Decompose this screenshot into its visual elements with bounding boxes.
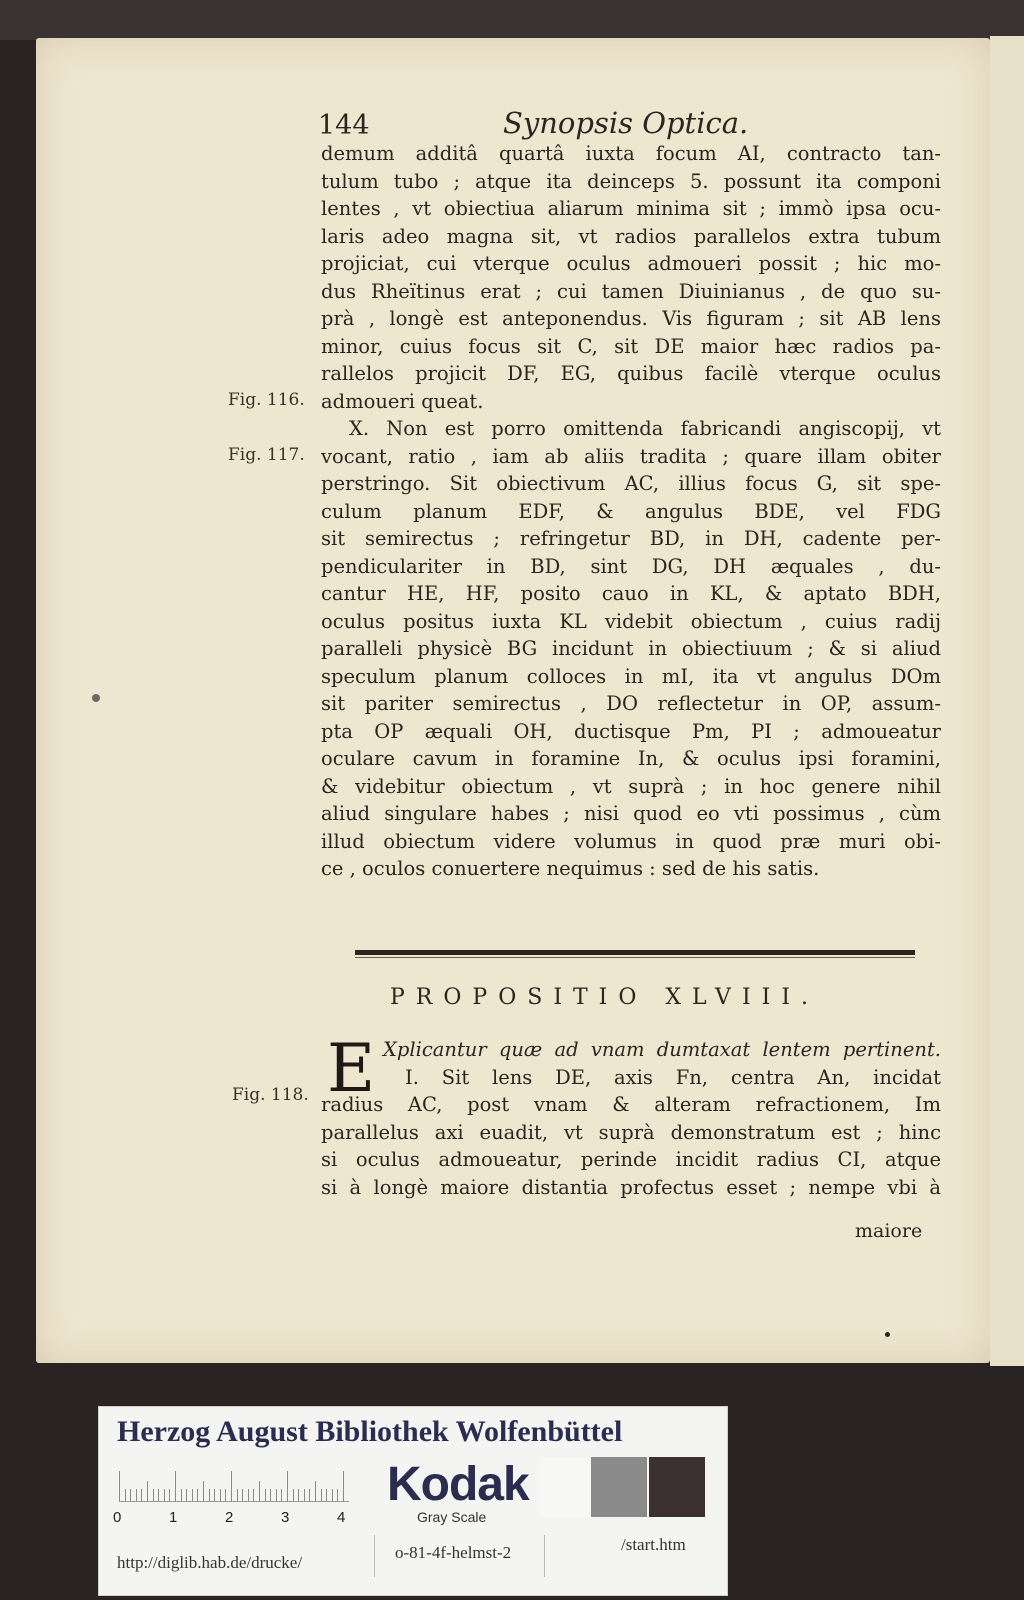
ruler-tick (231, 1471, 232, 1501)
page-smudge (92, 694, 100, 702)
ruler-tick (276, 1489, 277, 1501)
ruler-tick (197, 1489, 198, 1501)
text-line: rallelos projicit DF, EG, quibus facilè vterque oculus (321, 362, 941, 385)
main-text (321, 140, 941, 883)
text-line: si à longè maiore distantia profectus esset ; nempe vbi à (321, 1175, 941, 1199)
page-number: 144 (318, 110, 370, 141)
ruler-tick (309, 1489, 310, 1501)
ruler-tick (337, 1489, 338, 1501)
scale-ruler (119, 1465, 349, 1502)
library-name: Herzog August Bibliothek Wolfenbüttel (117, 1415, 623, 1448)
text-line: demum additâ quartâ iuxta focum AI, contracto tan- (321, 142, 941, 165)
ruler-tick (130, 1489, 131, 1501)
text-line: vocant, ratio , iam ab aliis tradita ; quare illam obiter (321, 444, 941, 468)
ruler-tick (181, 1489, 182, 1501)
ruler-tick (242, 1489, 243, 1501)
text-line: minor, cuius focus sit C, sit DE maior hæc radios pa- (321, 334, 941, 358)
text-line: speculum planum colloces in mI, ita vt angulus DOm (321, 664, 941, 688)
running-title: Synopsis Optica. (503, 106, 749, 140)
url-divider (374, 1535, 375, 1577)
margin-note-fig116: Fig. 116. (228, 390, 305, 410)
ruler-tick (259, 1481, 260, 1501)
ruler-tick (141, 1489, 142, 1501)
text-line: cantur HE, HF, posito cauo in KL, & aptato BDH, (321, 582, 941, 605)
text-line: culum planum EDF, & angulus BDE, vel FDG (321, 499, 941, 523)
scan-background (0, 0, 1024, 40)
ruler-tick (169, 1489, 170, 1501)
ruler-tick (315, 1481, 316, 1501)
ruler-tick (332, 1489, 333, 1501)
ruler-tick (293, 1489, 294, 1501)
proposition-heading: PROPOSITIO XLVIII. (390, 985, 820, 1010)
section-rule (355, 950, 915, 955)
ruler-tick (304, 1489, 305, 1501)
ruler-tick (209, 1489, 210, 1501)
ruler-tick (186, 1489, 187, 1501)
proposition-text (321, 1036, 941, 1201)
ruler-tick (281, 1489, 282, 1501)
margin-note-fig118: Fig. 118. (232, 1085, 309, 1105)
ruler-tick (136, 1489, 137, 1501)
facing-page-edge (990, 36, 1024, 1366)
text-line: parallelus axi euadit, vt suprà demonstratum est ; hinc (321, 1120, 941, 1144)
gray-swatch-white (539, 1457, 589, 1517)
text-line: paralleli physicè BG incidunt in obiectiuum ; & si aliud (321, 637, 941, 660)
catchword: maiore (855, 1220, 923, 1242)
text-line: oculus positus iuxta KL videbit obiectum , cuius radij (321, 609, 941, 633)
text-line: perstringo. Sit obiectivum AC, illius focus G, sit spe- (321, 472, 941, 495)
ruler-tick (158, 1489, 159, 1501)
ruler-tick (343, 1471, 344, 1501)
ruler-number: 4 (337, 1509, 346, 1526)
url-part-base: http://diglib.hab.de/drucke/ (117, 1553, 303, 1572)
text-line: sit semirectus ; refringetur BD, in DH, cadente per- (321, 527, 941, 550)
text-line: admoueri queat. (321, 389, 484, 413)
ruler-tick (119, 1471, 120, 1501)
text-line: lentes , vt obiectiua aliarum minima sit ; immò ipsa ocu- (321, 197, 941, 220)
ruler-tick (253, 1489, 254, 1501)
text-line: tulum tubo ; atque ita deinceps 5. possunt ita componi (321, 169, 941, 193)
text-line: radius AC, post vnam & alteram refractionem, Im (321, 1093, 941, 1116)
ruler-tick (248, 1489, 249, 1501)
text-line: I. Sit lens DE, axis Fn, centra An, incidat (405, 1065, 941, 1089)
text-line: projiciat, cui vterque oculus admoueri possit ; hic mo- (321, 252, 941, 275)
ruler-numbers (113, 1509, 353, 1529)
ruler-tick (153, 1489, 154, 1501)
margin-note-fig117: Fig. 117. (228, 445, 305, 465)
text-line: X. Non est porro omittenda fabricandi angiscopij, vt (349, 417, 941, 440)
page-speck (885, 1332, 890, 1337)
text-line: pta OP æquali OH, ductisque Pm, PI ; admoueatur (321, 719, 941, 743)
drop-cap-letter: E (327, 1030, 376, 1107)
ruler-tick (321, 1489, 322, 1501)
gray-scale-label: Gray Scale (417, 1509, 487, 1525)
ruler-tick (147, 1481, 148, 1501)
text-line: sit pariter semirectus , DO reflectetur in OP, assum- (321, 692, 941, 715)
text-line: oculare cavum in foramine In, & oculus ipsi foramini, (321, 747, 941, 770)
ruler-tick (287, 1471, 288, 1501)
text-line: ce , oculos conuertere nequimus : sed de his satis. (321, 857, 820, 880)
ruler-tick (214, 1489, 215, 1501)
text-line: laris adeo magna sit, vt radios parallelos extra tubum (321, 224, 941, 248)
text-line: aliud singulare habes ; nisi quod eo vti possimus , cùm (321, 802, 941, 825)
color-target (98, 1406, 728, 1596)
text-line: & videbitur obiectum , vt suprà ; in hoc genere nihil (321, 774, 941, 798)
ruler-number: 3 (281, 1509, 290, 1526)
text-line: prà , longè est anteponendus. Vis figuram ; sit AB lens (321, 307, 941, 330)
ruler-tick (175, 1471, 176, 1501)
text-line: illud obiectum videre volumus in quod præ muri obi- (321, 829, 941, 853)
ruler-tick (326, 1489, 327, 1501)
ruler-number: 2 (225, 1509, 234, 1526)
url-part-id: o-81-4f-helmst-2 (395, 1543, 512, 1562)
ruler-tick (203, 1481, 204, 1501)
ruler-tick (298, 1489, 299, 1501)
ruler-tick (237, 1489, 238, 1501)
ruler-tick (192, 1489, 193, 1501)
ruler-tick (225, 1489, 226, 1501)
ruler-tick (220, 1489, 221, 1501)
text-line: pendiculariter in BD, sint DG, DH æquales , du- (321, 554, 941, 578)
ruler-tick (125, 1489, 126, 1501)
gray-swatch-dark (649, 1457, 705, 1517)
url-part-page: /start.htm (621, 1535, 686, 1554)
gray-swatch-mid (591, 1457, 647, 1517)
ruler-tick (270, 1489, 271, 1501)
kodak-logo: Kodak (387, 1458, 529, 1511)
ruler-tick (164, 1489, 165, 1501)
text-line: si oculus admoueatur, perinde incidit radius CI, atque (321, 1148, 941, 1171)
text-line: dus Rheïtinus erat ; cui tamen Diuinianus , de quo su- (321, 279, 941, 303)
text-line: Xplicantur quæ ad vnam dumtaxat lentem pertinent. (383, 1038, 941, 1061)
url-divider (544, 1535, 545, 1577)
ruler-tick (265, 1489, 266, 1501)
ruler-number: 1 (169, 1509, 178, 1526)
section-rule-thin (355, 957, 915, 958)
ruler-number: 0 (113, 1509, 122, 1526)
